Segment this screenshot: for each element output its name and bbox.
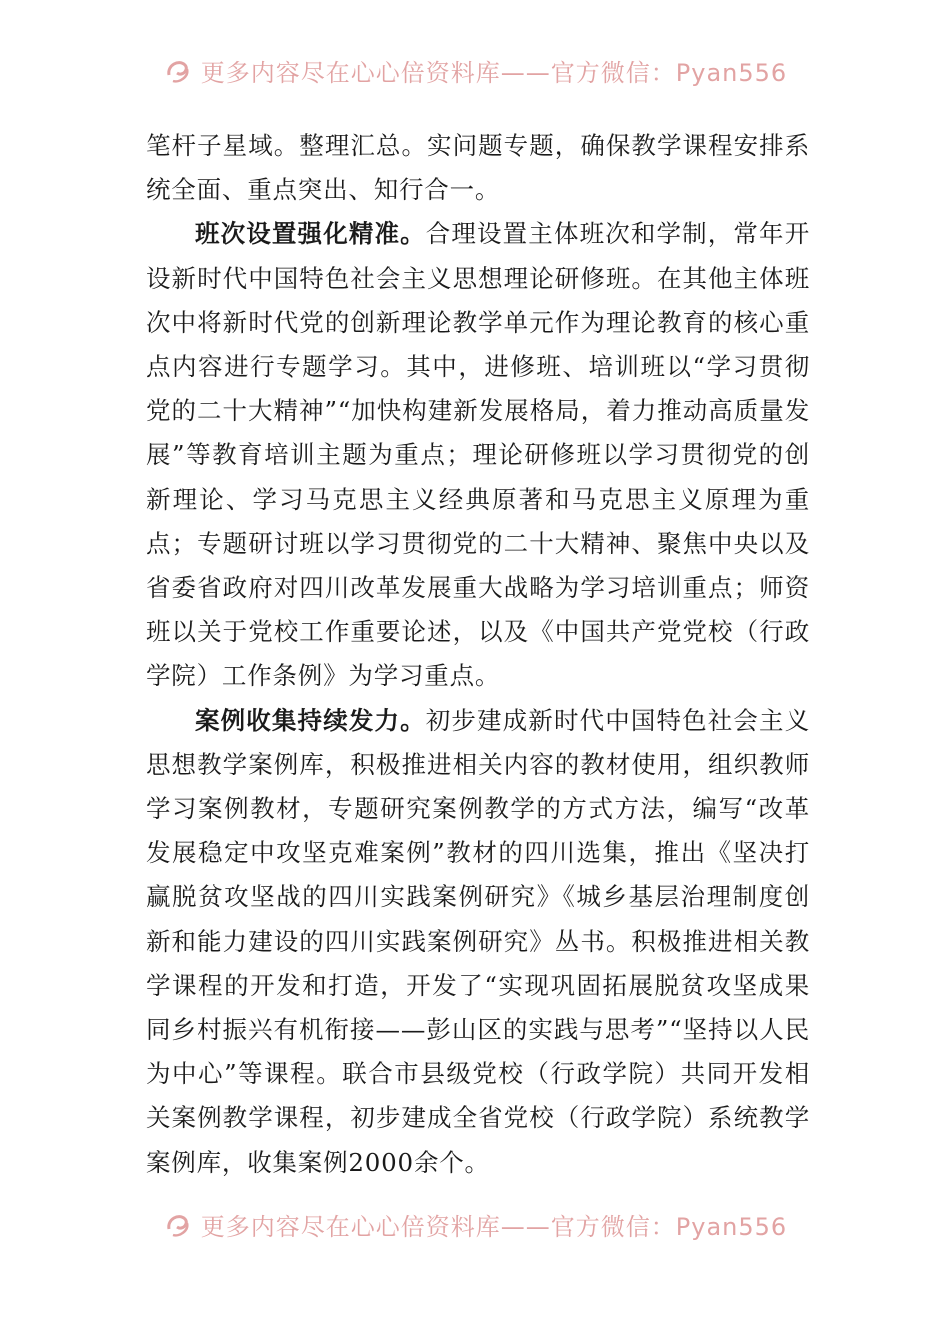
watermark-text: 更多内容尽在心心倍资料库——官方微信：Pyan556 (200, 58, 788, 87)
paragraph-case-collection (146, 699, 810, 1185)
watermark-text: 更多内容尽在心心倍资料库——官方微信：Pyan556 (200, 1212, 788, 1241)
paragraph-heading: 班次设置强化精准。 (195, 219, 426, 249)
watermark-footer (0, 1204, 950, 1244)
paragraph-body: 合理设置主体班次和学制，常年开设新时代中国特色社会主义思想理论研修班。在其他主体班次中将新时代党的创新理论教学单元作为理论教育的核心重点内容进行专题学习。其中，进修班、培训班以“学习贯彻党的二十大精神”“加快构建新发展格局，着力推动高质量发展”等教育培训主题为重点；理论研修班以学习贯彻党的创新理论、学习马克思主义经典原著和马克思主义原理为重点；专题研讨班以学习贯彻党的二十大精神、聚焦中央以及省委省政府对四川改革发展重大战略为学习培训重点；师资班以关于党校工作重要论述，以及《中国共产党党校（行政学院）工作条例》为学习重点。 (146, 219, 810, 691)
swirl-logo-icon (163, 55, 193, 85)
paragraph-class-setting (146, 212, 810, 698)
document-body (146, 124, 810, 1185)
watermark-header (0, 50, 950, 90)
paragraph-body: 初步建成新时代中国特色社会主义思想教学案例库，积极推进相关内容的教材使用，组织教师学习案例教材，专题研究案例教学的方式方法，编写“改革发展稳定中攻坚克难案例”教材的四川选集，推出《坚决打赢脱贫攻坚战的四川实践案例研究》《城乡基层治理制度创新和能力建设的四川实践案例研究》丛书。积极推进相关教学课程的开发和打造，开发了“实现巩固拓展脱贫攻坚成果同乡村振兴有机衔接——彭山区的实践与思考”“坚持以人民为中心”等课程。联合市县级党校（行政学院）共同开发相关案例教学课程，初步建成全省党校（行政学院）系统教学案例库，收集案例2000余个。 (146, 705, 810, 1177)
paragraph-body: 笔杆子星域。整理汇总。实问题专题，确保教学课程安排系统全面、重点突出、知行合一。 (146, 131, 810, 205)
paragraph-continuation (146, 124, 810, 212)
swirl-logo-icon (163, 1209, 193, 1239)
paragraph-heading: 案例收集持续发力。 (195, 705, 426, 735)
